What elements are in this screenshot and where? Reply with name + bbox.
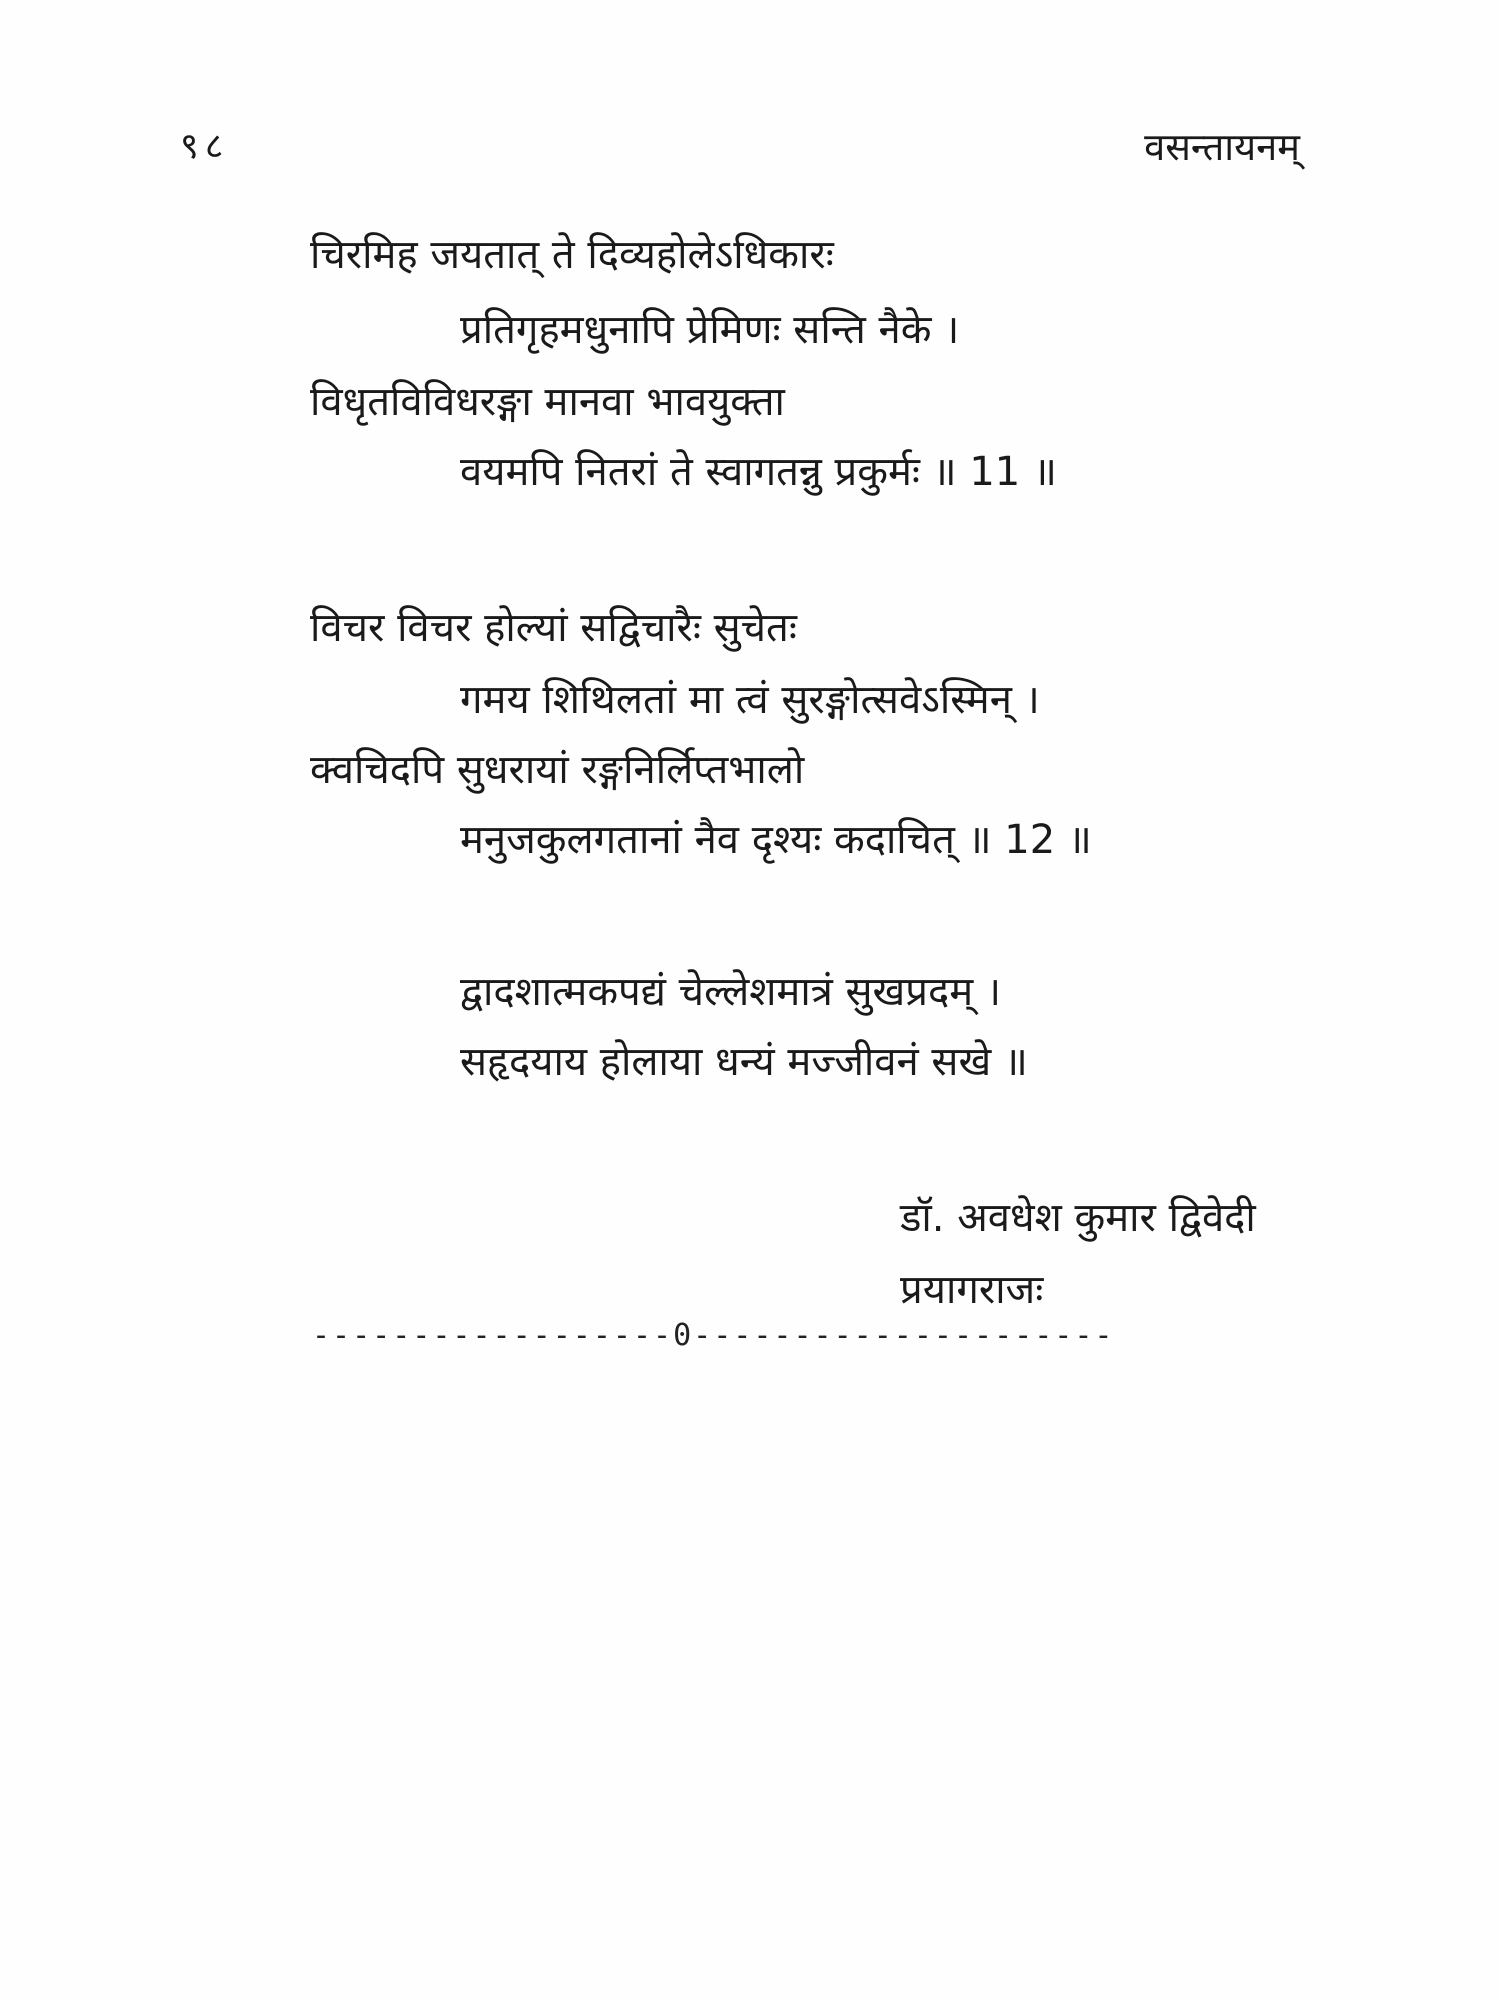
verse12-line3: क्वचिदपि सुधरायां रङ्गनिर्लिप्तभालो bbox=[310, 747, 805, 793]
running-title: वसन्तायनम् bbox=[1144, 125, 1300, 169]
verse12-line2: गमय शिथिलतां मा त्वं सुरङ्गोत्सवेऽस्मिन् । bbox=[460, 677, 1040, 723]
verse12-line1: विचर विचर होल्यां सद्विचारैः सुचेतः bbox=[310, 605, 797, 651]
closing-line2: सहृदयाय होलाया धन्यं मज्जीवनं सखे ॥ bbox=[460, 1039, 1028, 1085]
author-place: प्रयागराजः bbox=[900, 1267, 1044, 1313]
verse11-line2: प्रतिगृहमधुनापि प्रेमिणः सन्ति नैके । bbox=[460, 307, 960, 353]
verse11-line3: विधृतविविधरङ्गा मानवा भावयुक्ता bbox=[310, 379, 785, 425]
verse12-line4: मनुजकुलगतानां नैव दृश्यः कदाचित् ॥ 12 ॥ bbox=[460, 817, 1092, 863]
end-divider: ------------------0--------------------- bbox=[312, 1318, 1115, 1353]
page-number: ९८ bbox=[180, 126, 230, 167]
author-name: डॉ. अवधेश कुमार द्विवेदी bbox=[900, 1195, 1256, 1241]
closing-line1: द्वादशात्मकपद्यं चेल्लेशमात्रं सुखप्रदम् । bbox=[460, 969, 1002, 1015]
verse11-line1: चिरमिह जयतात् ते दिव्यहोलेऽधिकारः bbox=[310, 232, 834, 278]
verse11-line4: वयमपि नितरां ते स्वागतन्नु प्रकुर्मः ॥ 11 ॥ bbox=[460, 449, 1057, 495]
